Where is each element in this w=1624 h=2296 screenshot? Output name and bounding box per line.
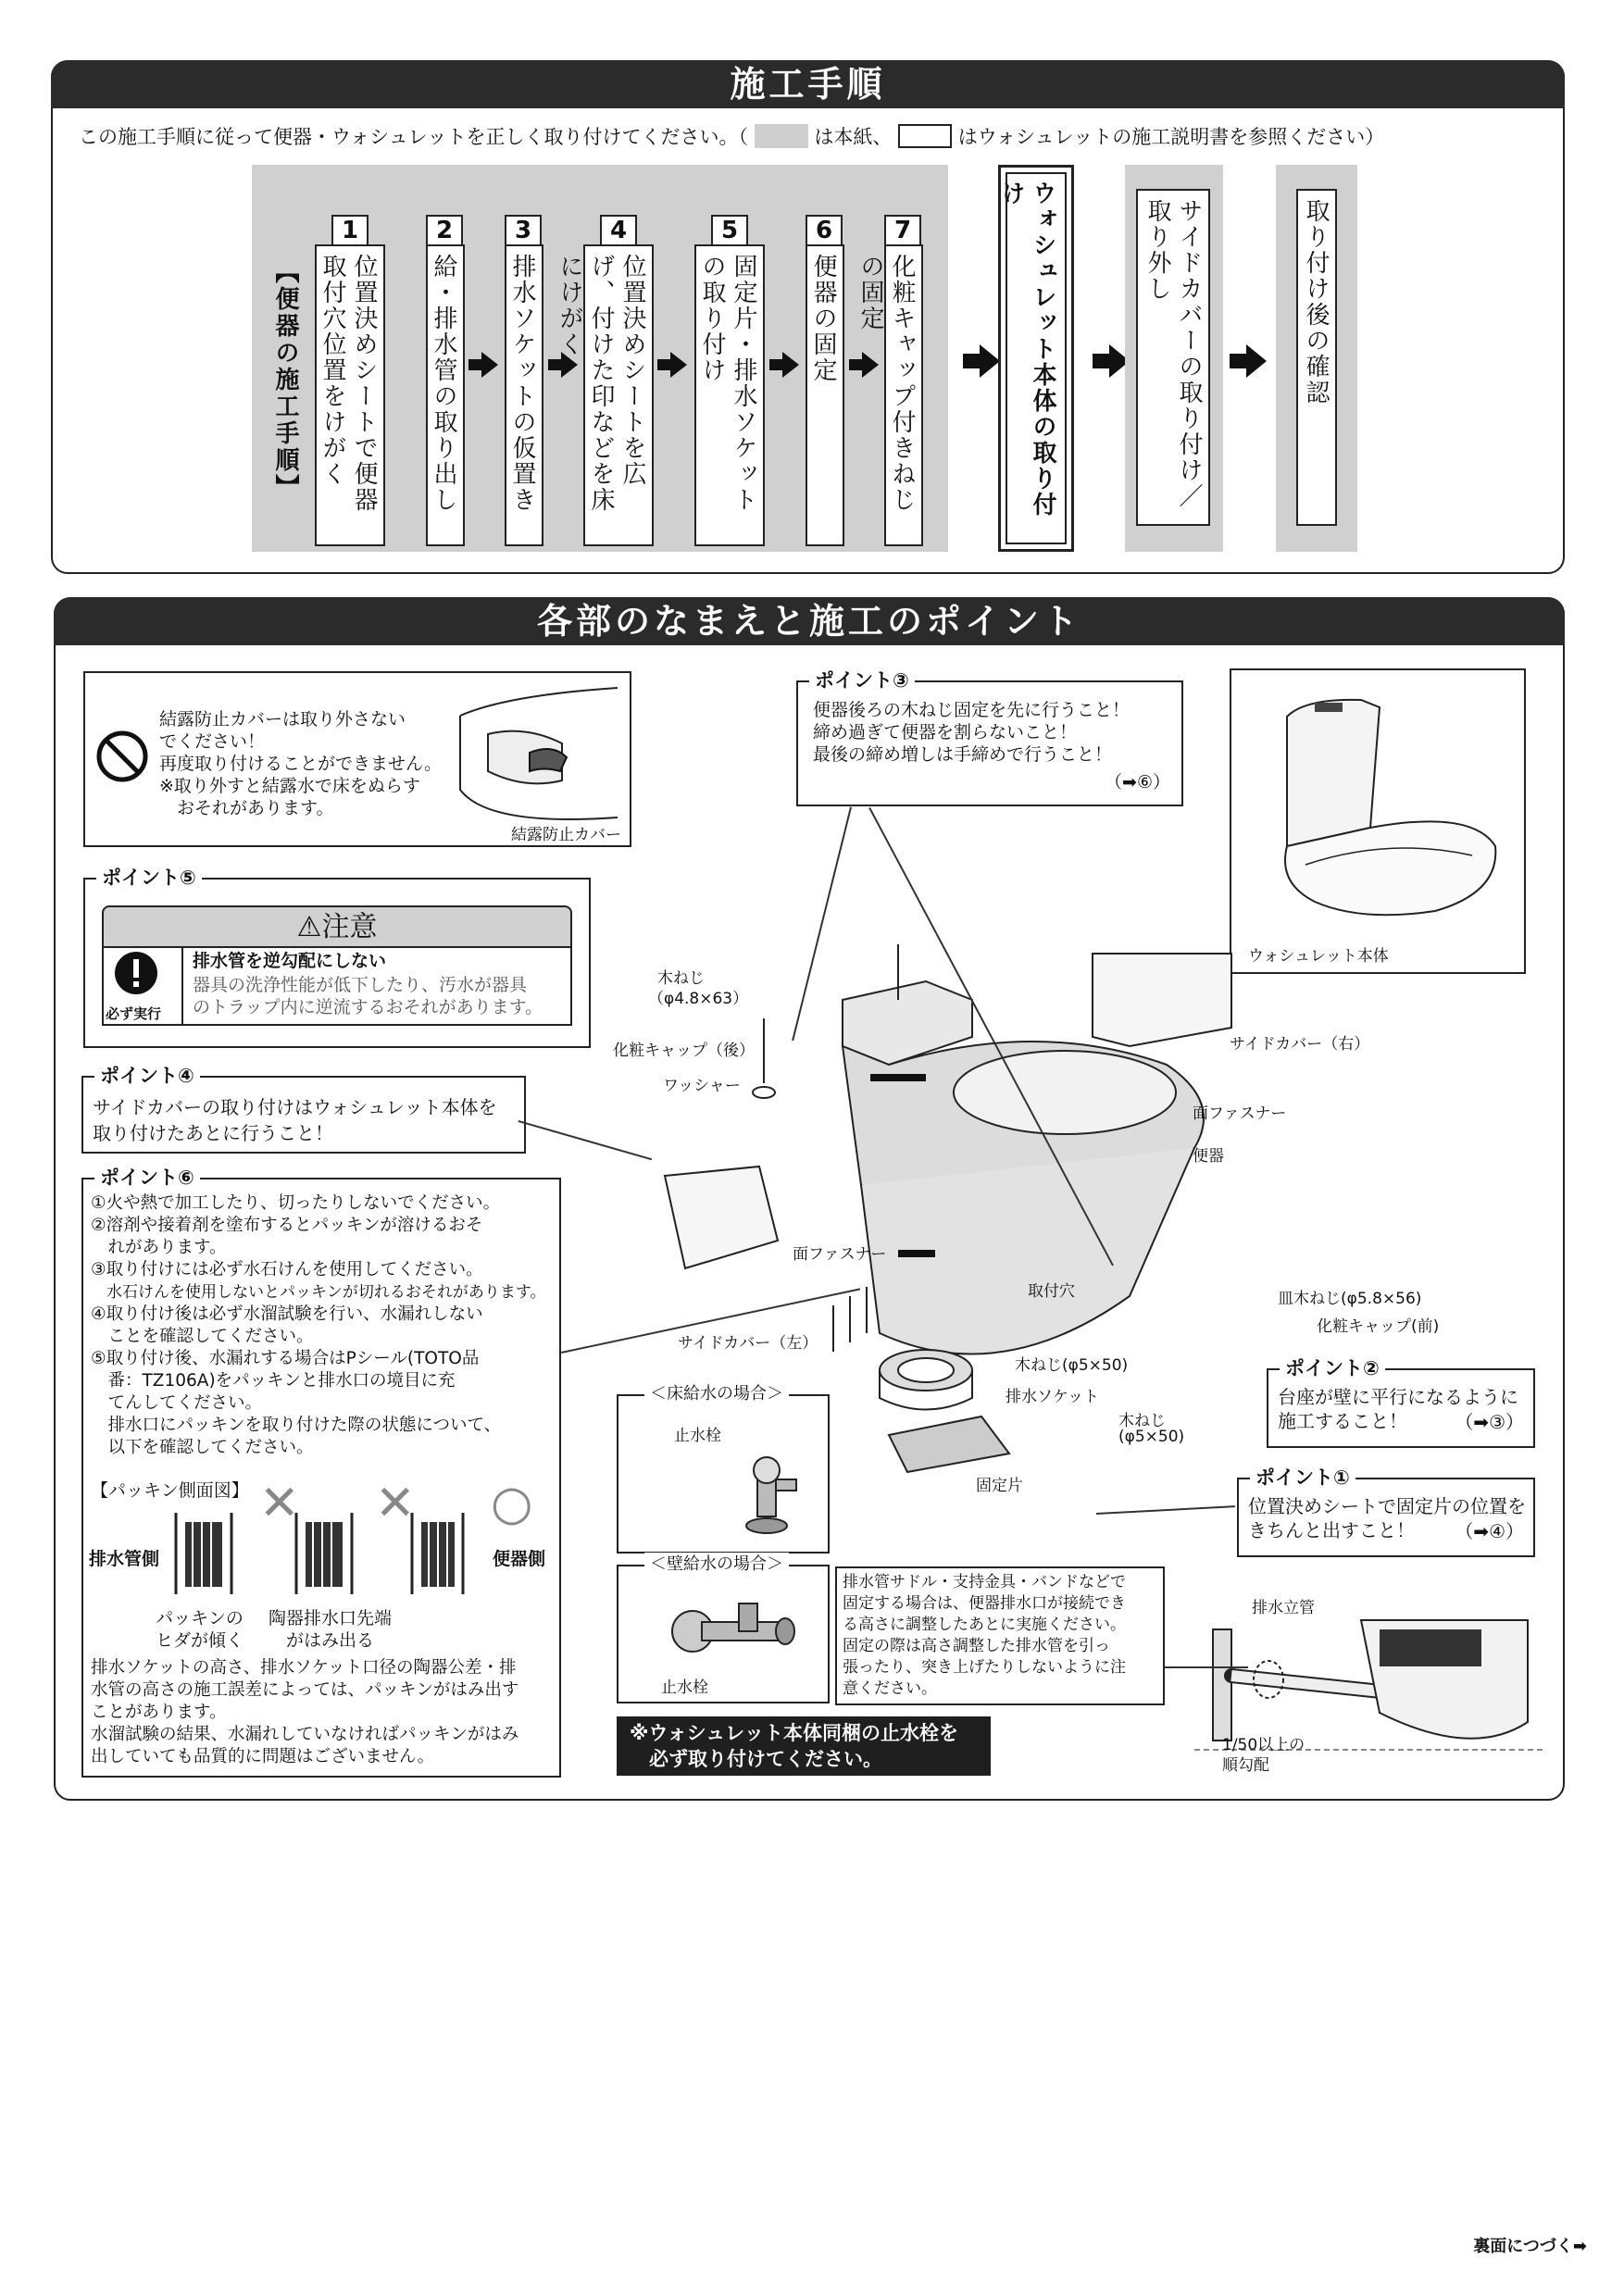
step-2: 給・排水管の取り出し (426, 244, 465, 546)
step-4: 位置決めシートを広げ、付けた印などを床にけがく (583, 244, 654, 546)
point3-box: ポイント③ 便器後ろの木ねじ固定を先に行うこと！ 締め過ぎて便器を割らないこと！ 最後の締め増しは手締めで行うこと！ （➡⑥） (796, 680, 1183, 806)
wall-supply-box: ＜壁給水の場合＞ 止水栓 (617, 1565, 830, 1703)
step-washlet: ウォシュレット本体の取り付け (998, 165, 1074, 552)
arrow-right-icon (1246, 344, 1267, 378)
point2-box: ポイント② 台座が壁に平行になるように 施工すること！ （➡③） (1267, 1368, 1535, 1448)
arrow-right-icon (670, 352, 687, 378)
dew-cover-text: 結露防止カバーは取り外さない でください！ 再度取り付けることができません。 ※取り外すと結露水で床をぬらす おそれがあります。 (159, 709, 443, 818)
step-7: 化粧キャップ付きねじの固定 (884, 244, 923, 546)
step-5-number: 5 (711, 215, 748, 246)
point5-box: ポイント⑤ ⚠注意 必ず実行 排水管を逆勾配にしない 器具の洗浄性能が低下したり、汚水が器具 のトラップ内に逆流するおそれがあります。 (83, 878, 591, 1048)
warning-icon: ⚠ (296, 911, 322, 943)
step-3: 排水ソケットの仮置き (505, 244, 543, 546)
caption-protrude: 陶器排水口先端 がはみ出る (269, 1608, 393, 1651)
parts-title: 各部のなまえと施工のポイント (54, 597, 1565, 645)
arrow-right-icon (561, 352, 578, 378)
floor-supply-box: ＜床給水の場合＞ 止水栓 (617, 1394, 830, 1554)
point6-box: ポイント⑥ ①火や熱で加工したり、切ったりしないでください。 ②溶剤や接着剤を塗布するとパッキンが溶けるおそ れがあります。 ③取り付けには必ず水石けんを使用してください。 水石けんを使用しないとパッキンが切れるおそれがあります。 ④取り付け後は必ず水溜試験を行い、水漏れしない ことを確認してください。 ⑤取り付け後、水漏れする場合はPシール(TOTO品 番：TZ106A)をパッキンと排水口の境目に充 てんしてください。 排水口にパッキンを取り付けた際の状態について、 以下を確認してください。 【パッキン側面図】 排水管側 便器側 ✕ ✕ ○ パッキンの ヒダが傾く 陶器排水口先端 がはみ出る 排水ソケットの高さ、排水ソケット口径の陶器公差・排 水管の高さの施工誤差によっては、パッキンがはみ出す ことがあります。 水溜試験の結果、水漏れしていなければパッキンがはみ 出していても品質的に問題はございません。 (81, 1178, 561, 1778)
mark-ng-1: ✕ (259, 1476, 300, 1531)
step-confirm: 取り付け後の確認 (1296, 189, 1337, 526)
step-2-number: 2 (426, 215, 463, 246)
prohibition-icon (94, 729, 150, 784)
wall-valve-illustration (665, 1594, 804, 1678)
procedure-title: 施工手順 (51, 60, 1565, 108)
step-7-number: 7 (884, 215, 921, 246)
step-5: 固定片・排水ソケットの取り付け (694, 244, 765, 546)
white-swatch (898, 124, 952, 148)
arrow-right-icon (782, 352, 799, 378)
point4-box: ポイント④ サイドカバーの取り付けはウォシュレット本体を 取り付けたあとに行うこと！ (81, 1076, 526, 1154)
stop-valve-note: ※ウォシュレット本体同梱の止水栓を 必ず取り付けてください。 (617, 1716, 991, 1776)
gray-swatch (755, 124, 808, 148)
step-3-number: 3 (505, 215, 542, 246)
point6-list: ①火や熱で加工したり、切ったりしないでください。 ②溶剤や接着剤を塗布するとパッキンが溶けるおそ れがあります。 ③取り付けには必ず水石けんを使用してください。 水石けんを使用しないとパッキンが切れるおそれがあります。 ④取り付け後は必ず水溜試験を行い、水漏れしない ことを確認してください。 ⑤取り付け後、水漏れする場合はPシール(TOTO品 番：TZ106A)をパッキンと排水口の境目に充 てんしてください。 排水口にパッキンを取り付けた際の状態について、 以下を確認してください。 (91, 1193, 546, 1457)
toilet-steps-label: 【便器の施工手順】 (271, 259, 299, 501)
mandatory-icon (113, 950, 159, 996)
caption-tilt: パッキンの ヒダが傾く (156, 1608, 244, 1651)
washlet-image-box: ウォシュレット本体 (1230, 668, 1526, 974)
step-6: 便器の固定 (806, 244, 844, 546)
leader-line (1165, 1666, 1248, 1668)
step-6-number: 6 (806, 215, 843, 246)
dew-cover-label: 結露防止カバー (511, 826, 621, 844)
dew-cover-box (83, 671, 631, 847)
procedure-intro: この施工手順に従って便器・ウォシュレットを正しく取り付けてください。（ は本紙、 はウォシュレットの施工説明書を参照ください） (79, 126, 1385, 148)
arrow-right-icon (481, 352, 498, 378)
saddle-note-box: 排水管サドル・支持金具・バンドなどで 固定する場合は、便器排水口が接続でき る高さに調整したあとに実施ください。 固定の際は高さ調整した排水管を引っ 張ったり、突き上げたりしないように注 意ください。 (835, 1566, 1165, 1705)
step-1: 位置決めシートで便器取付穴位置をけがく (315, 244, 385, 546)
caution-header: ⚠注意 (102, 905, 572, 948)
arrow-right-icon (862, 352, 879, 378)
mark-ng-2: ✕ (375, 1476, 416, 1531)
floor-valve-illustration (730, 1442, 804, 1544)
washlet-illustration (1250, 680, 1509, 930)
step-1-number: 1 (331, 215, 369, 246)
mark-ok: ○ (491, 1476, 533, 1531)
point1-box: ポイント① 位置決めシートで固定片の位置を きちんと出すこと！ （➡④） (1237, 1478, 1535, 1557)
step-sidecover: サイドカバーの取り付け／取り外し (1136, 189, 1210, 526)
continue-footer: 裏面につづく➡ (1473, 2237, 1587, 2256)
point6-notes: 排水ソケットの高さ、排水ソケット口径の陶器公差・排 水管の高さの施工誤差によっては、パッキンがはみ出す ことがあります。 水溜試験の結果、水漏れしていなければパッキンがはみ 出していても品質的に問題はございません。 (91, 1658, 519, 1766)
step-4-number: 4 (600, 215, 637, 246)
packing-diagram (167, 1485, 481, 1596)
arrow-right-icon (980, 344, 1000, 378)
dew-cover-illustration (451, 679, 627, 842)
caution-body: 必ず実行 排水管を逆勾配にしない 器具の洗浄性能が低下したり、汚水が器具 のトラップ内に逆流するおそれがあります。 (102, 946, 572, 1026)
